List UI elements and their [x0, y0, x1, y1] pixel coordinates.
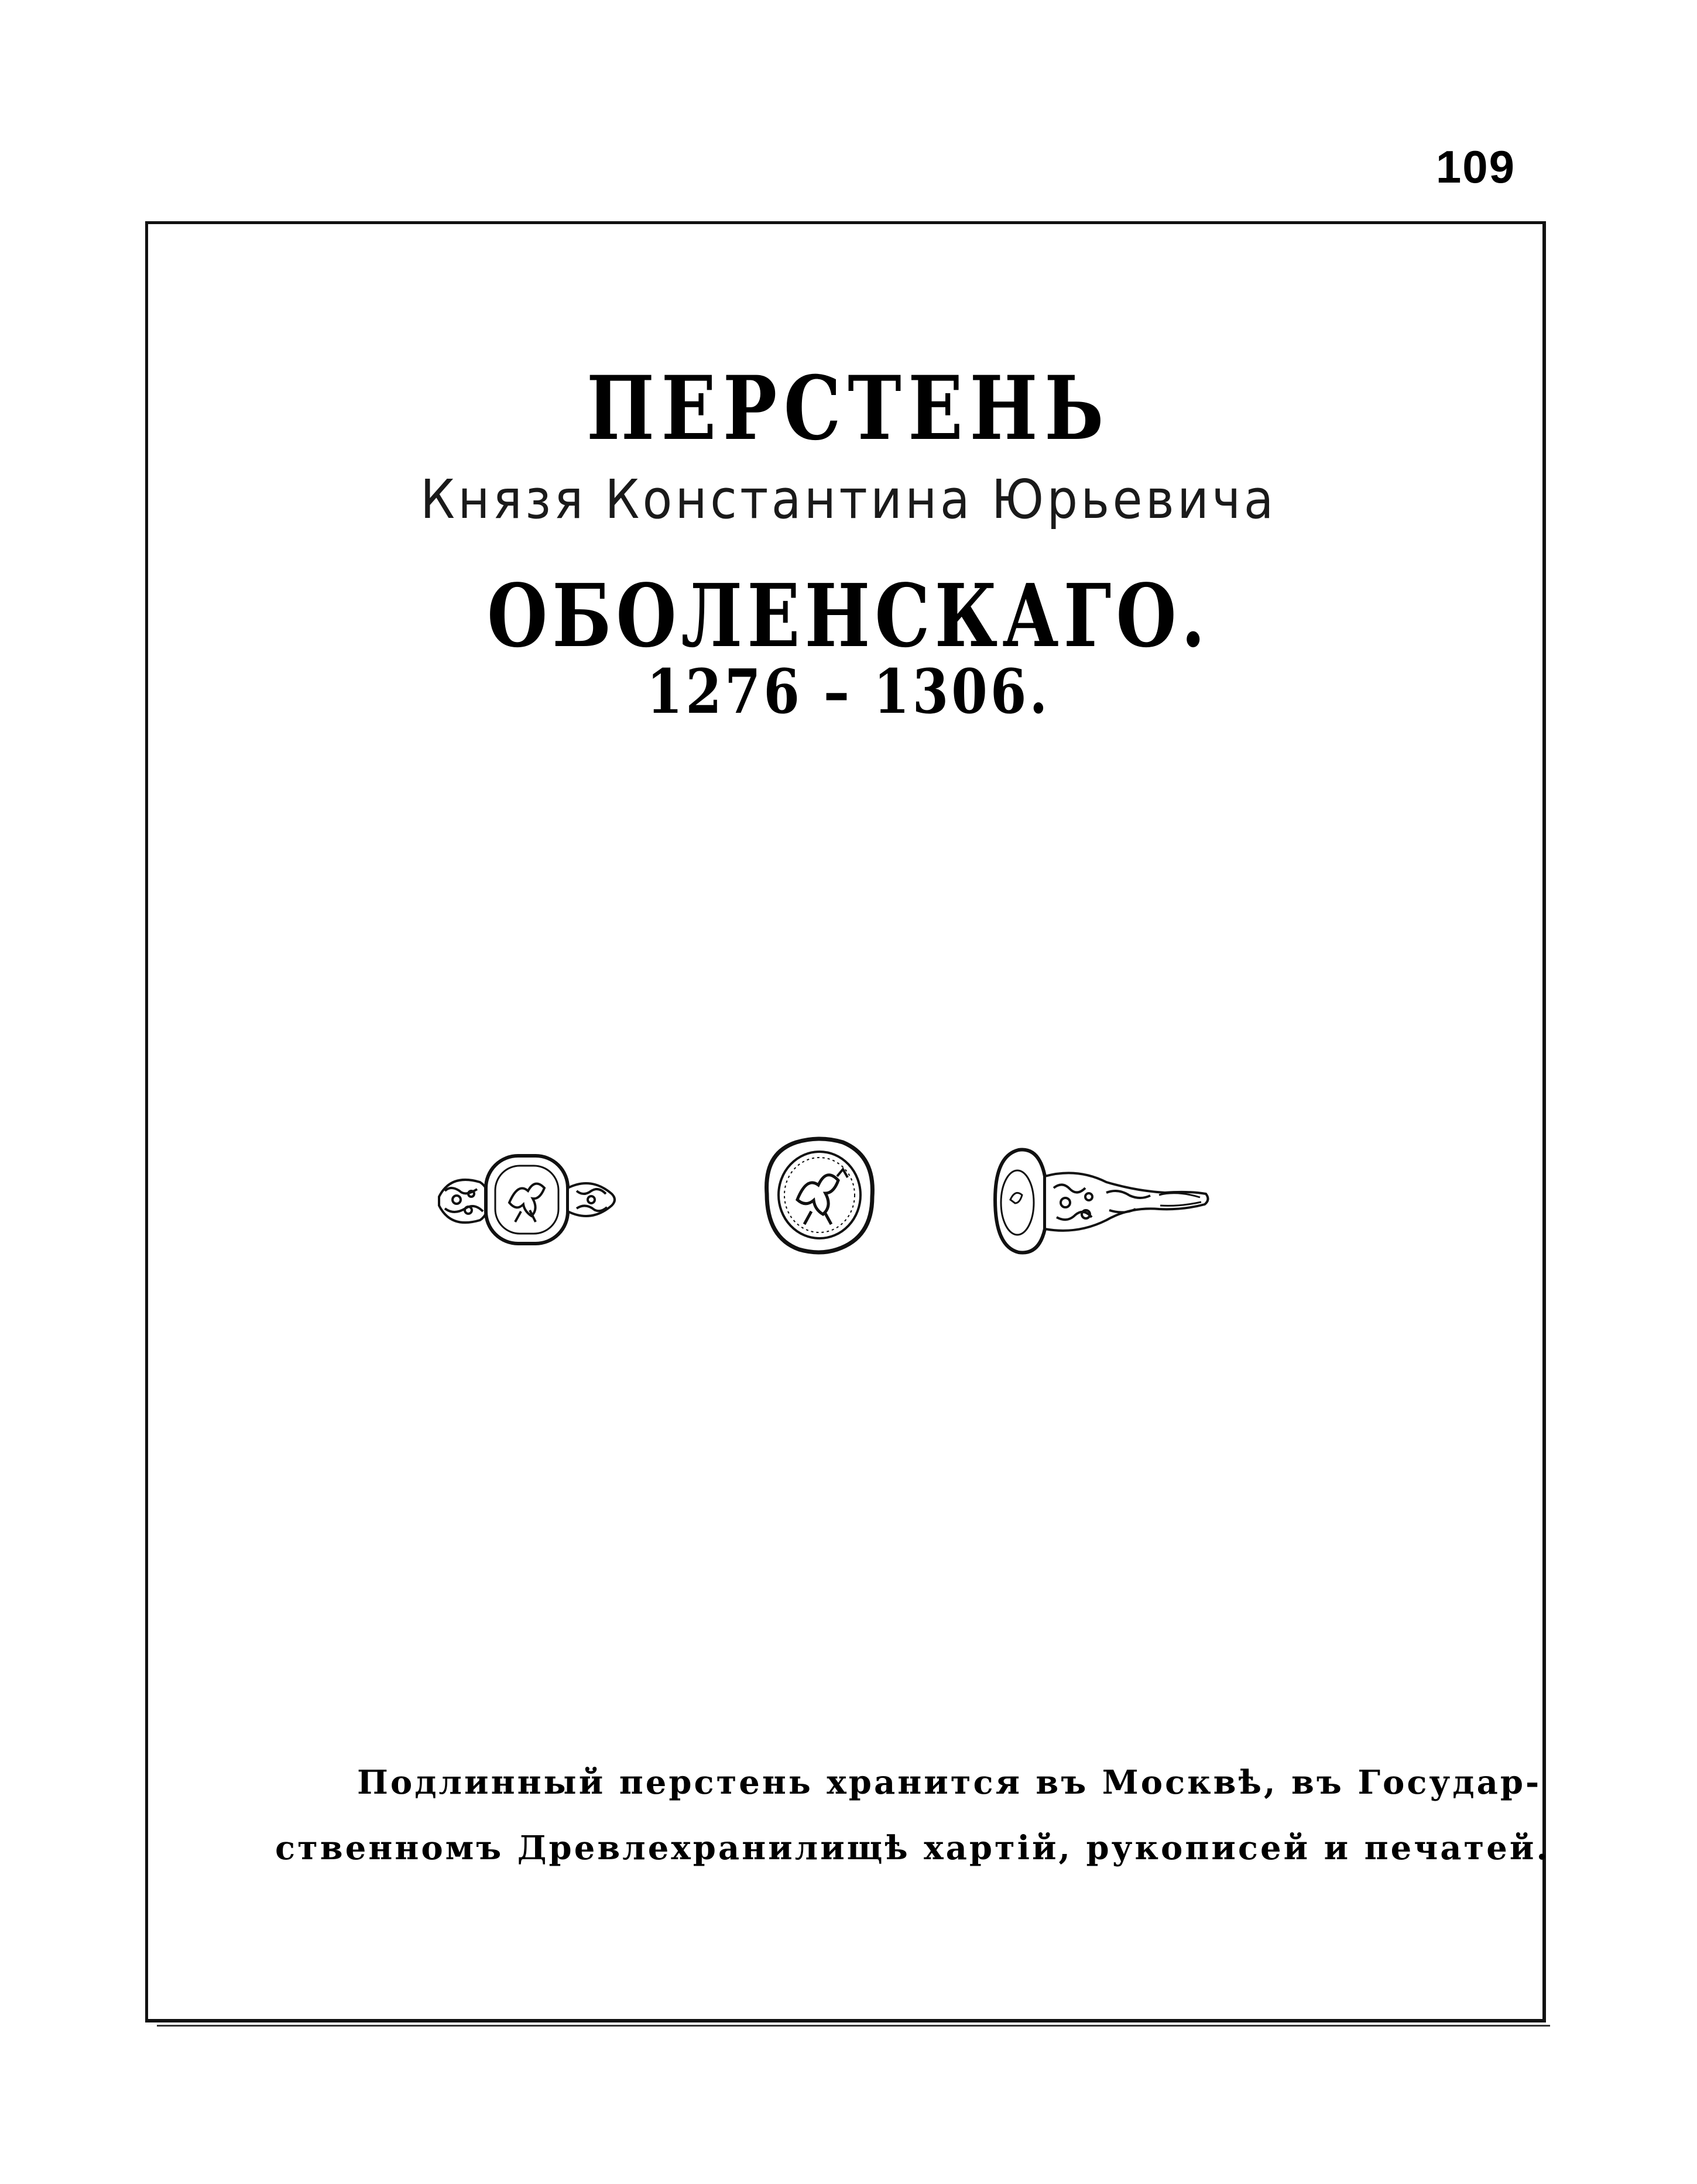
- caption: [275, 1750, 1550, 1881]
- ring-seal-face-icon: [755, 1129, 884, 1264]
- ring-profile-view-icon: [989, 1141, 1212, 1264]
- caption-line-2: ственномъ Древлехранилищѣ хартій, рукописей и печатей.: [275, 1829, 1550, 1867]
- heading-title: ПЕРСТЕНЬ: [586, 357, 1111, 460]
- page-number: 109: [1435, 141, 1516, 193]
- ring-illustrations: [0, 1129, 1697, 1282]
- heading-dates: 1276 – 1306.: [646, 655, 1051, 727]
- heading-subtitle: Князя Константина Юрьевича: [420, 468, 1277, 531]
- frame-bottom-rule: [157, 2025, 1550, 2027]
- heading-name: ОБОЛЕНСКАГО.: [487, 565, 1210, 667]
- ring-side-view-icon: [433, 1141, 620, 1258]
- caption-line-1: Подлинный перстень хранится въ Москвѣ, въ Государ-: [357, 1763, 1542, 1802]
